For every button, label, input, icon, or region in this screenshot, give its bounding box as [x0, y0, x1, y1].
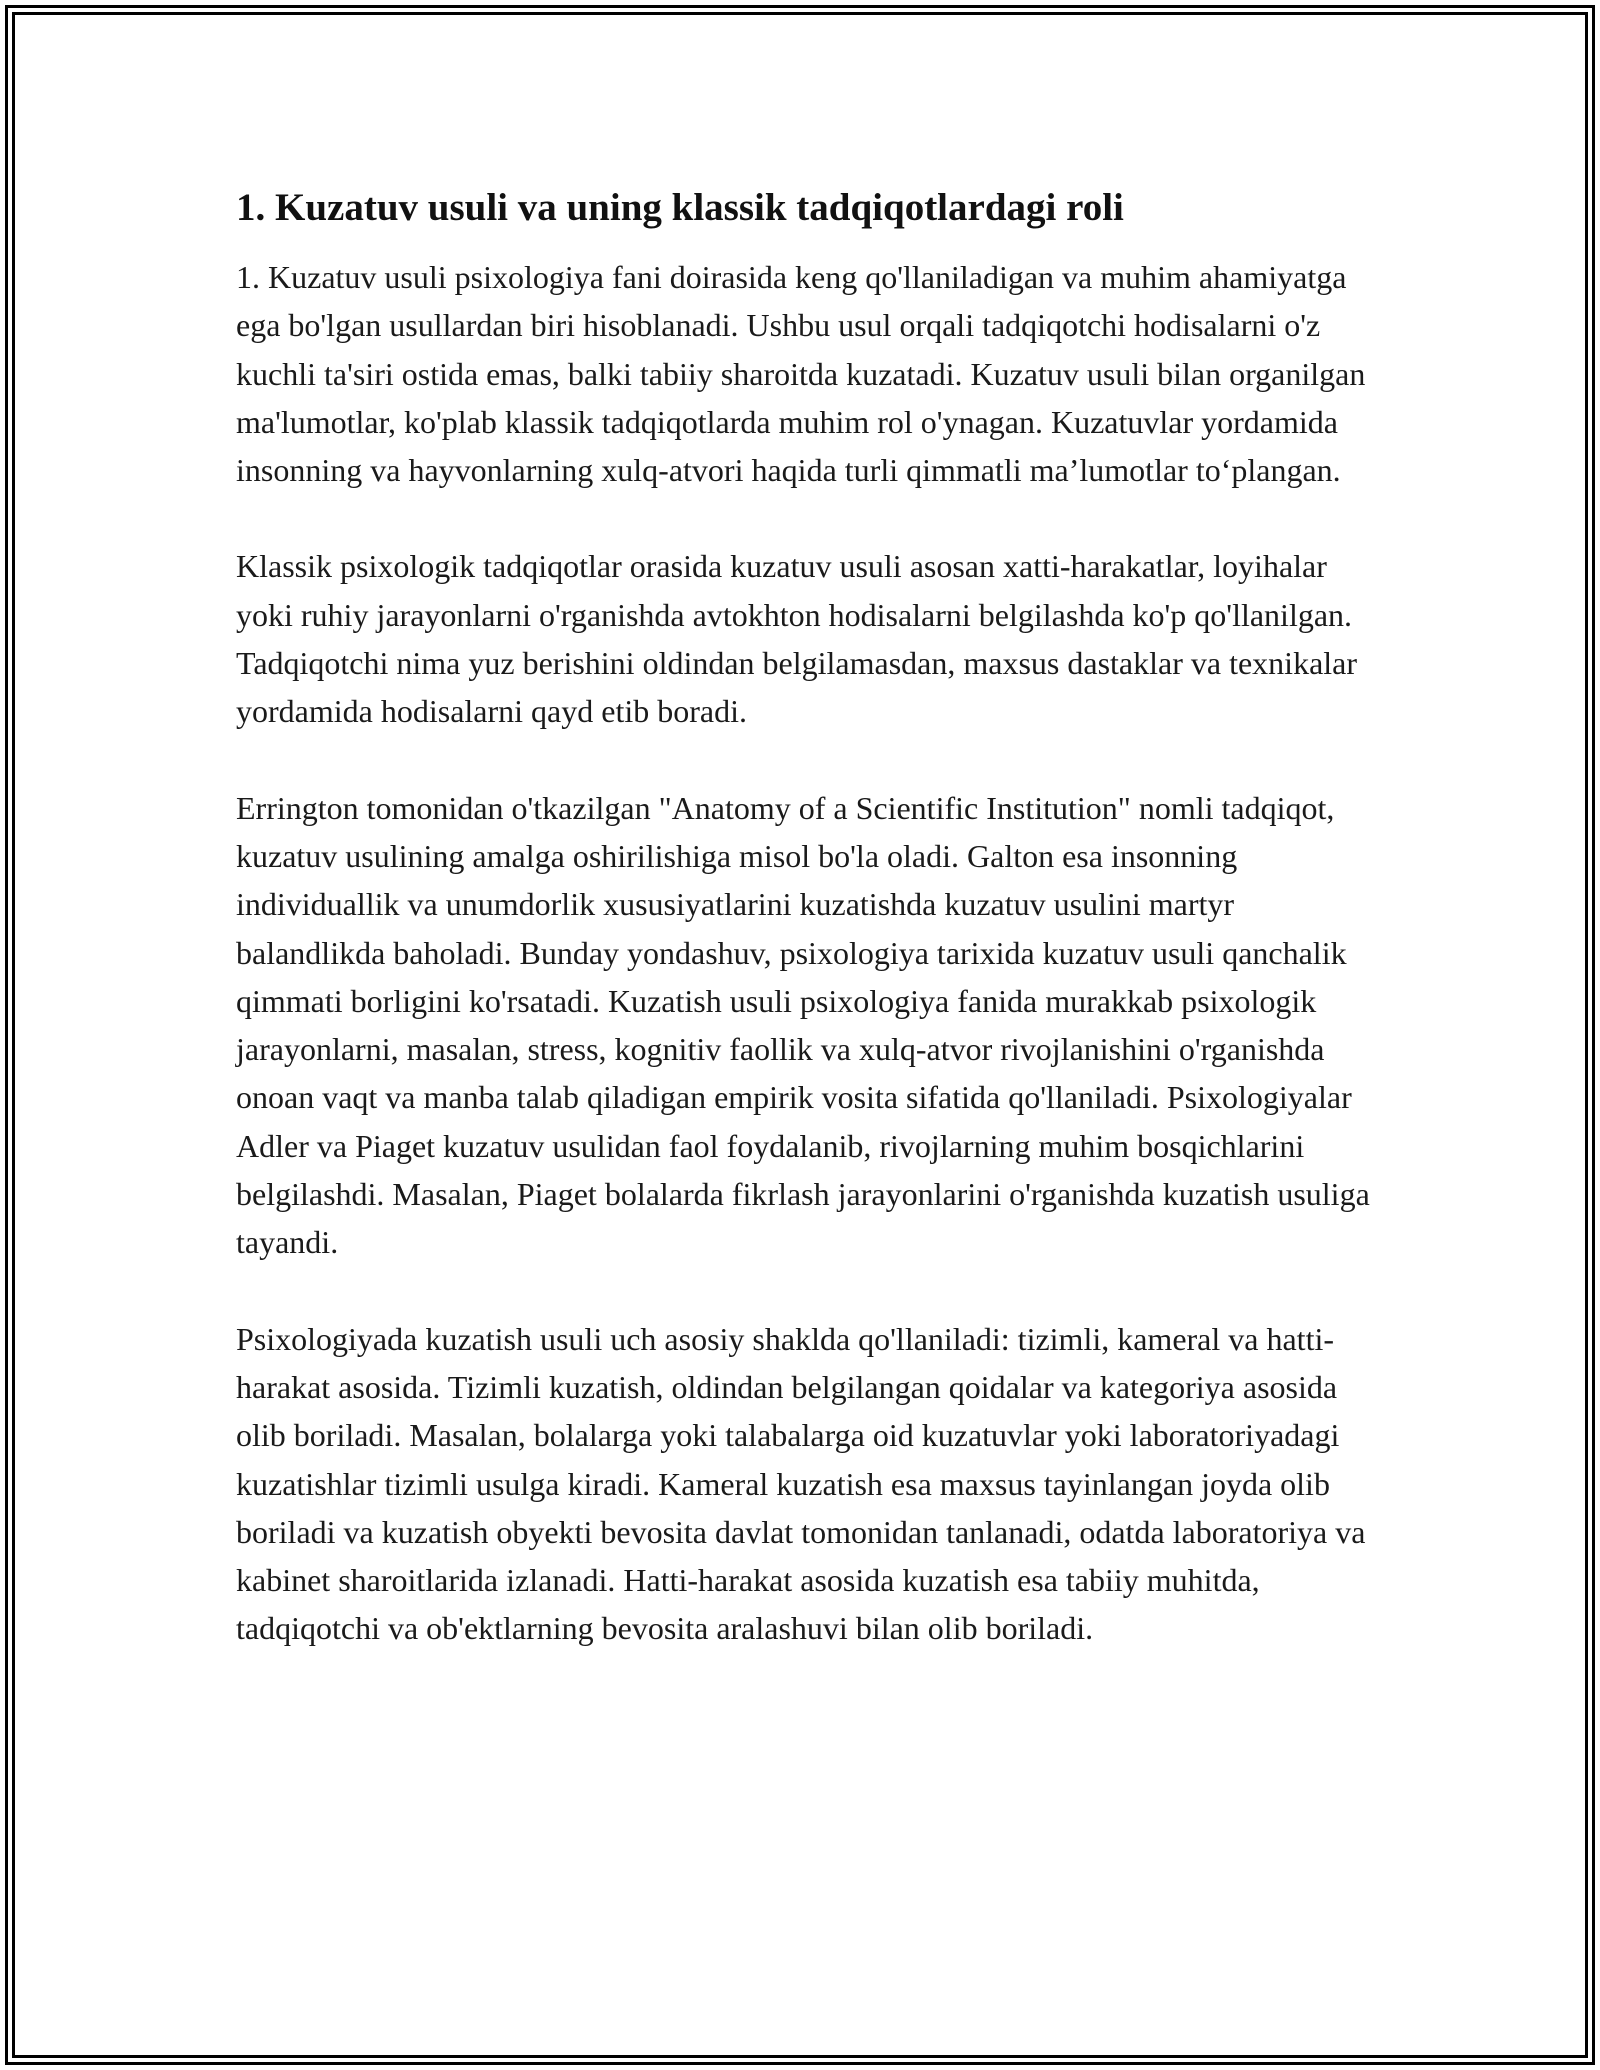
document-body	[236, 184, 1376, 1701]
paragraph-forms: Psixologiyada kuzatish usuli uch asosiy shaklda qo'llaniladi: tizimli, kameral va hatti-harakat asosida. Tizimli kuzatish, oldindan belgilangan qoidalar va kategoriya asosida olib boriladi. Masalan, bolalarga yoki talabalarga oid kuzatuvlar yoki laboratoriyadagi kuzatishlar tizimli usulga kiradi. Kameral kuzatish esa maxsus tayinlangan joyda olib boriladi va kuzatish obyekti bevosita davlat tomonidan tanlanadi, odatda laboratoriya va kabinet sharoitlarida izlanadi. Hatti-harakat asosida kuzatish esa tabiiy muhitda, tadqiqotchi va ob'ektlarning bevosita aralashuvi bilan olib boriladi.	[236, 1320, 1366, 1647]
paragraph-classical-research: Klassik psixologik tadqiqotlar orasida kuzatuv usuli asosan xatti-harakatlar, loyihalar yoki ruhiy jarayonlarni o'rganishda avtokhton hodisalarni belgilashda ko'p qo'llanilgan. Tadqiqotchi nima yuz berishini oldindan belgilamasdan, maxsus dastaklar va texnikalar yordamida hodisalarni qayd etib boradi.	[236, 548, 1358, 730]
paragraph-intro: 1. Kuzatuv usuli psixologiya fani doirasida keng qo'llaniladigan va muhim ahamiyatga ega bo'lgan usullardan biri hisoblanadi. Ushbu usul orqali tadqiqotchi hodisalarni o'z kuchli ta'siri ostida emas, balki tabiiy sharoitda kuzatadi. Kuzatuv usuli bilan organilgan ma'lumotlar, ko'plab klassik tadqiqotlarda muhim rol o'ynagan. Kuzatuvlar yordamida insonning va hayvonlarning xulq-atvori haqida turli qimmatli ma’lumotlar to‘plangan.	[236, 259, 1366, 489]
section-title: 1. Kuzatuv usuli va uning klassik tadqiqotlardagi roli	[236, 186, 1124, 229]
paragraph-examples: Errington tomonidan o'tkazilgan "Anatomy of a Scientific Institution" nomli tadqiqot, kuzatuv usulining amalga oshirilishiga misol bo'la oladi. Galton esa insonning individuallik va unumdorlik xususiyatlarini kuzatishda kuzatuv usulini martyr balandlikda baholadi. Bunday yondashuv, psixologiya tarixida kuzatuv usuli qanchalik qimmati borligini ko'rsatadi. Kuzatish usuli psixologiya fanida murakkab psixologik jarayonlarni, masalan, stress, kognitiv faollik va xulq-atvor rivojlanishini o'rganishda onoan vaqt va manba talab qiladigan empirik vosita sifatida qo'llaniladi. Psixologiyalar Adler va Piaget kuzatuv usulidan faol foydalanib, rivojlarning muhim bosqichlarini belgilashdi. Masalan, Piaget bolalarda fikrlash jarayonlarini o'rganishda kuzatish usuliga tayandi.	[236, 789, 1370, 1261]
